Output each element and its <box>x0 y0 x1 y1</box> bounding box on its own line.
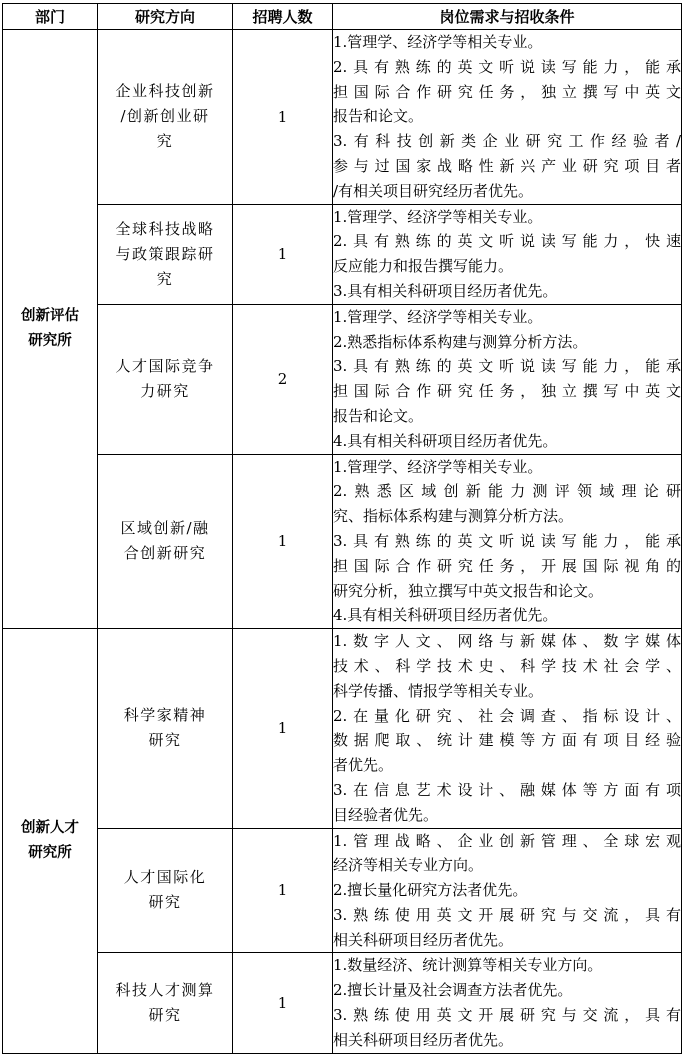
requirements-cell <box>333 204 682 304</box>
headcount-cell: 2 <box>233 304 333 454</box>
requirement-line: 参与过国家战略性新兴产业研究项目者 <box>333 156 681 175</box>
table-row <box>3 629 682 828</box>
requirement-line: 1.管理学、经济学等相关专业。 <box>333 307 543 326</box>
requirement-line: 者优先。 <box>333 756 394 775</box>
requirement-line: 4.具有相关科研项目经历者优先。 <box>333 431 558 450</box>
department-name-line: 创新评估 <box>21 308 79 325</box>
header-row <box>3 4 682 30</box>
research-direction-cell <box>98 204 233 304</box>
research-direction-text: 区域创新/融 合创新研究 <box>120 519 210 563</box>
department-name-line: 研究所 <box>28 333 72 350</box>
department-name-line: 创新人才 <box>21 819 79 836</box>
requirement-line: 研究分析，独立撰写中英文报告和论文。 <box>333 581 604 600</box>
research-direction-text: 全球科技战略 与政策跟踪研 究 <box>115 219 215 288</box>
requirement-line: 报告和论文。 <box>333 107 424 126</box>
requirement-line: 1.管理学、经济学等相关专业。 <box>333 207 543 226</box>
requirement-line: 相关科研项目经历者优先。 <box>333 1030 514 1049</box>
requirement-line: 技术、科学技术史、科学技术社会学、 <box>333 656 681 675</box>
requirement-line: 2.在量化研究、社会调查、指标设计、 <box>333 706 681 725</box>
requirement-line: 担国际合作研究任务，独立撰写中英文 <box>333 82 681 101</box>
department-cell <box>3 30 98 629</box>
requirement-line: 1.数字人文、网络与新媒体、数字媒体 <box>333 632 681 651</box>
headcount-cell: 1 <box>233 953 333 1053</box>
headcount-cell: 1 <box>233 204 333 304</box>
requirement-line: /有相关项目研究经历者优先。 <box>333 181 534 200</box>
recruitment-table <box>2 3 682 1054</box>
requirements-cell <box>333 30 682 205</box>
requirement-line: 3.熟练使用英文开展研究与交流，具有 <box>333 905 681 924</box>
table-row <box>3 304 682 454</box>
research-direction-cell <box>98 30 233 205</box>
department-name-line: 研究所 <box>28 844 72 861</box>
requirement-line: 报告和论文。 <box>333 406 424 425</box>
requirement-line: 目经验者优先。 <box>333 805 439 824</box>
requirements-cell <box>333 454 682 629</box>
requirement-line: 1.管理学、经济学等相关专业。 <box>333 457 543 476</box>
requirement-line: 1.管理学、经济学等相关专业。 <box>333 33 543 51</box>
header-requirements: 岗位需求与招收条件 <box>333 4 682 30</box>
header-direction: 研究方向 <box>98 4 233 30</box>
research-direction-cell <box>98 304 233 454</box>
table-row <box>3 30 682 205</box>
requirement-line: 数据爬取、统计建模等方面有项目经验 <box>333 731 681 750</box>
research-direction-text: 人才国际化 研究 <box>123 868 207 912</box>
requirement-line: 经济等相关专业方向。 <box>333 856 484 875</box>
research-direction-text: 科学家精神 研究 <box>123 706 207 750</box>
requirements-cell <box>333 828 682 953</box>
table-row <box>3 454 682 629</box>
requirement-line: 2.擅长计量及社会调查方法者优先。 <box>333 981 573 1000</box>
research-direction-text: 科技人才测算 研究 <box>115 981 215 1025</box>
requirement-line: 2.熟悉指标体系构建与测算分析方法。 <box>333 332 588 351</box>
requirement-line: 2.具有熟练的英文听说读写能力，快速 <box>333 232 681 251</box>
table-row <box>3 953 682 1053</box>
headcount-cell: 1 <box>233 629 333 828</box>
requirement-line: 1.管理战略、企业创新管理、全球宏观 <box>333 831 681 850</box>
department-cell <box>3 629 98 1054</box>
research-direction-cell <box>98 454 233 629</box>
requirement-line: 相关科研项目经历者优先。 <box>333 930 514 949</box>
requirement-line: 3.熟练使用英文开展研究与交流，具有 <box>333 1006 681 1025</box>
requirement-line: 3.具有相关科研项目经历者优先。 <box>333 281 558 300</box>
research-direction-text: 人才国际竞争 力研究 <box>115 357 215 401</box>
requirements-cell <box>333 953 682 1053</box>
requirement-line: 反应能力和报告撰写能力。 <box>333 257 514 276</box>
header-dept: 部门 <box>3 4 98 30</box>
research-direction-text: 企业科技创新 /创新创业研 究 <box>115 82 215 151</box>
research-direction-cell <box>98 828 233 953</box>
requirement-line: 2.熟悉区域创新能力测评领域理论研 <box>333 482 681 501</box>
requirement-line: 3.有科技创新类企业研究工作经验者/ <box>333 132 681 151</box>
header-count: 招聘人数 <box>233 4 333 30</box>
research-direction-cell <box>98 953 233 1053</box>
requirement-line: 科学传播、情报学等相关专业。 <box>333 681 544 700</box>
research-direction-cell <box>98 629 233 828</box>
requirement-line: 4.具有相关科研项目经历者优先。 <box>333 606 558 625</box>
requirement-line: 3.具有熟练的英文听说读写能力，能承 <box>333 531 681 550</box>
requirements-cell <box>333 629 682 828</box>
requirement-line: 2.具有熟练的英文听说读写能力，能承 <box>333 57 681 76</box>
table-body <box>3 30 682 1054</box>
requirement-line: 究、指标体系构建与测算分析方法。 <box>333 507 574 526</box>
requirement-line: 3.在信息艺术设计、融媒体等方面有项 <box>333 780 681 799</box>
table-row <box>3 204 682 304</box>
requirement-line: 担国际合作研究任务，独立撰写中英文 <box>333 382 681 401</box>
requirement-line: 2.擅长量化研究方法者优先。 <box>333 881 528 900</box>
requirement-line: 担国际合作研究任务，开展国际视角的 <box>333 556 681 575</box>
requirement-line: 3.具有熟练的英文听说读写能力，能承 <box>333 357 681 376</box>
headcount-cell: 1 <box>233 454 333 629</box>
requirement-line: 1.数量经济、统计测算等相关专业方向。 <box>333 956 603 975</box>
headcount-cell: 1 <box>233 30 333 205</box>
headcount-cell: 1 <box>233 828 333 953</box>
table-row <box>3 828 682 953</box>
requirements-cell <box>333 304 682 454</box>
